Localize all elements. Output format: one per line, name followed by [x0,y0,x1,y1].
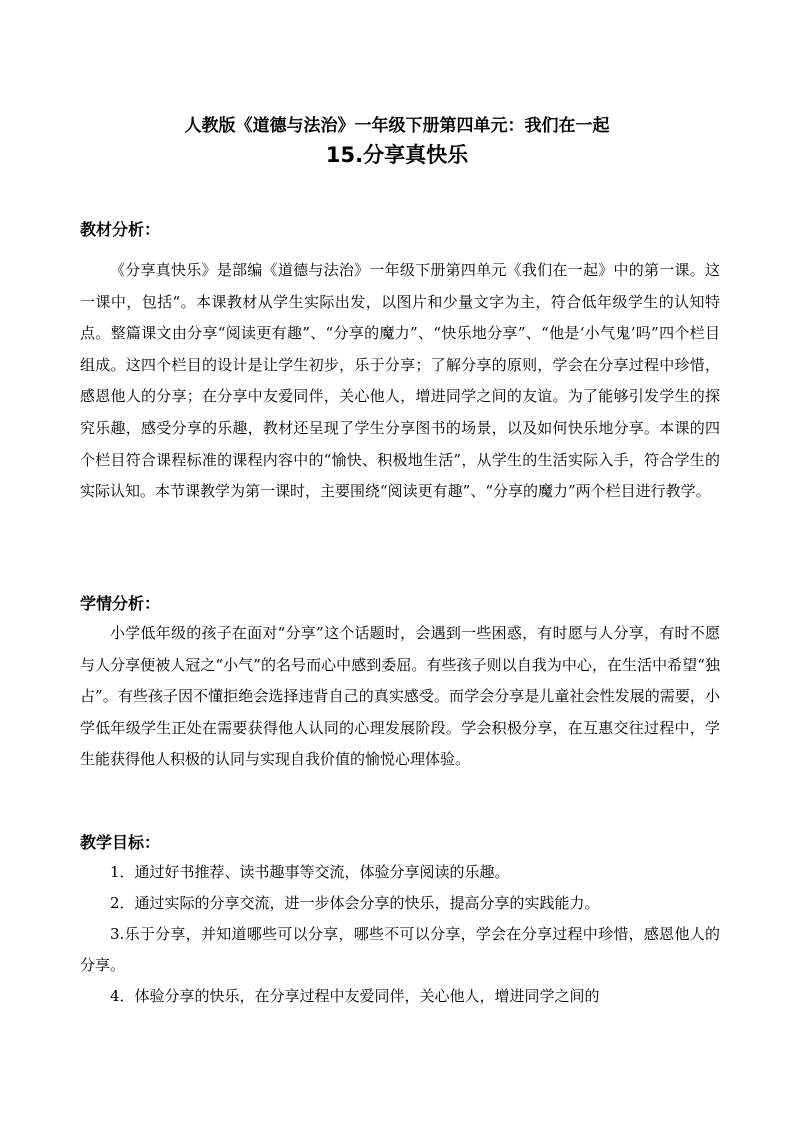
learner-analysis-body: 小学低年级的孩子在面对“分享”这个话题时，会遇到一些困惑，有时愿与人分享，有时不愿与人分享便被人冠之“小气”的名号而心中感到委屈。有些孩子则以自我为中心，在生活中希望“独占”。有些孩子因不懂拒绝会选择违背自己的真实感受。而学会分享是儿童社会性发展的需要，小学低年级学生正处在需要获得他人认同的心理发展阶段。学会积极分享，在互惠交往过程中，学生能获得他人积极的认同与实现自我价值的愉悦心理体验。 [80,624,720,769]
document-title: 15.分享真快乐 [325,143,469,167]
teaching-goals-heading: 教学目标： [80,833,161,852]
document-subtitle: 人教版《道德与法治》一年级下册第四单元：我们在一起 [184,116,610,136]
material-analysis-heading: 教材分析： [80,220,161,239]
teaching-goal-item: 1．通过好书推荐、读书趣事等交流，体验分享阅读的乐趣。 [110,863,510,881]
material-analysis-body: 《分享真快乐》是部编《道德与法治》一年级下册第四单元《我们在一起》中的第一课。这一课中，包括“。本课教材从学生实际出发，以图片和少量文字为主，符合低年级学生的认知特点。整篇课文由分享“阅读更有趣”、“分享的魔力”、“快乐地分享”、“他是‘小气鬼’吗”四个栏目组成。这四个栏目的设计是让学生初步，乐于分享；了解分享的原则，学会在分享过程中珍惜，感恩他人的分享；在分享中友爱同伴，关心他人，增进同学之间的友谊。为了能够引发学生的探究乐趣，感受分享的乐趣，教材还呈现了学生分享图书的场景，以及如何快乐地分享。本课的四个栏目符合课程标准的课程内容中的“愉快、积极地生活”，从学生的生活实际入手，符合学生的实际认知。本节课教学为第一课时，主要围绕“阅读更有趣”、“分享的魔力”两个栏目进行教学。 [80,261,720,501]
learner-analysis-heading: 学情分析： [80,594,161,613]
teaching-goal-item: 2．通过实际的分享交流，进一步体会分享的快乐，提高分享的实践能力。 [110,894,600,912]
teaching-goal-item: 4．体验分享的快乐，在分享过程中友爱同伴，关心他人，增进同学之间的 [110,987,600,1005]
teaching-goal-item: 3.乐于分享，并知道哪些可以分享，哪些不可以分享，学会在分享过程中珍惜，感恩他人的分享。 [80,925,720,974]
teaching-goals-list [80,857,720,1012]
